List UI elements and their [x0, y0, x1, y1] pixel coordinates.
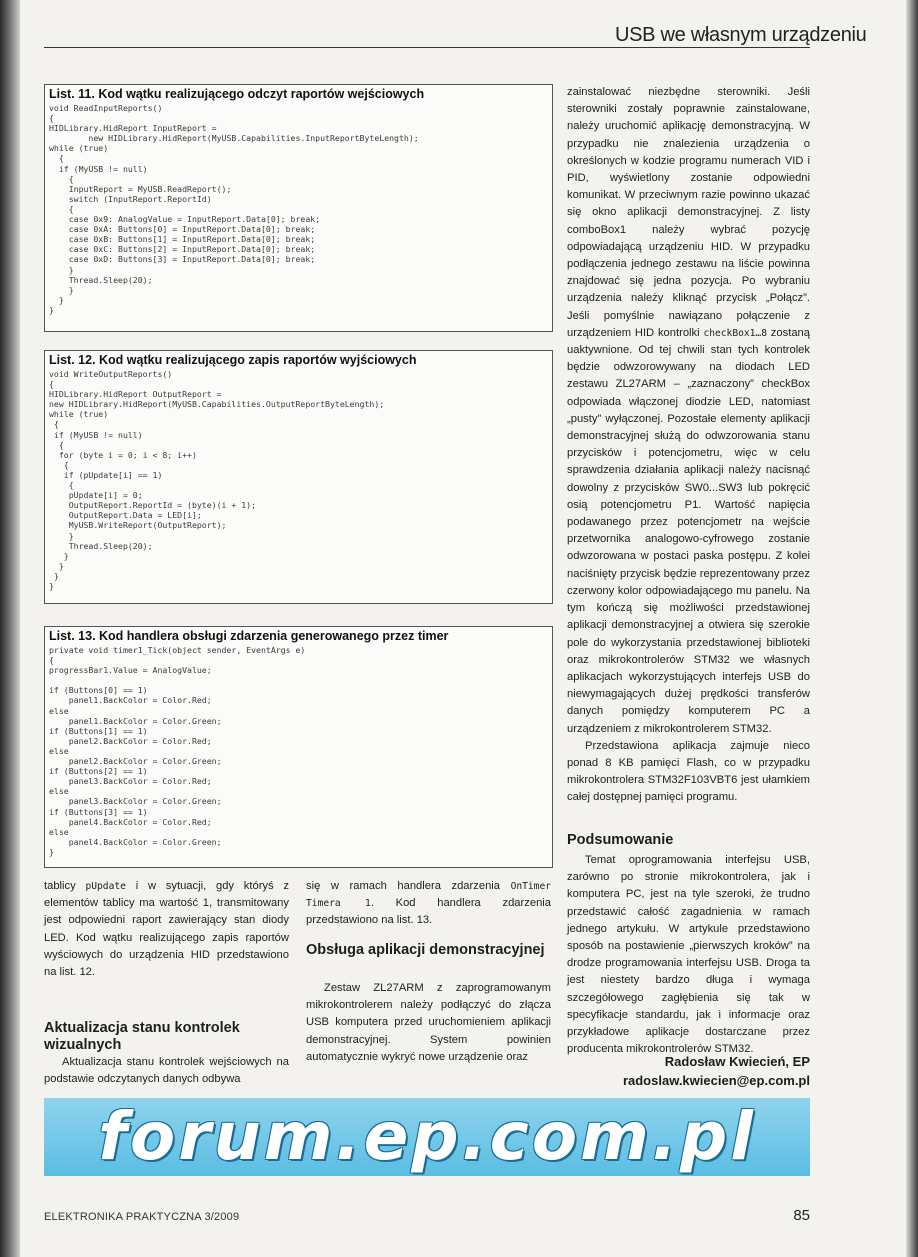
section-heading: Obsługa aplikacji demonstracyjnej — [306, 942, 545, 958]
author-email[interactable]: radoslaw.kwiecien@ep.com.pl — [622, 1073, 810, 1088]
inline-code: checkBox1…8 — [703, 327, 767, 339]
footer-magazine: ELEKTRONIKA PRAKTYCZNA 3/2009 — [44, 1211, 240, 1223]
paragraph: tablicy pUpdate i w sytuacji, gdy któryś z elementów tablicy ma wartość 1, transmitowany jest odpowiedni raport zawierający stan diody LED. Kod wątku realizującego zapis raportów wyściowych do urządzenia HID przedstawiono na list. 12. — [44, 880, 289, 979]
listing-title: List. 12. Kod wątku realizującego zapis raportów wyjściowych — [49, 353, 417, 367]
middle-column-text-2 — [306, 980, 551, 1066]
paragraph: Aktualizacja stanu kontrolek wejściowych na podstawie odczytanych danych odbywa — [44, 1056, 289, 1086]
listing-12 — [44, 350, 553, 604]
running-header: USB we własnym urządzeniu — [615, 24, 867, 46]
code-block: void WriteOutputReports() { HIDLibrary.HidReport OutputReport = new HIDLibrary.HidReport(MyUSB.Capabilities.OutputReportByteLength); while (true) { if (MyUSB != null) { for (byte i = 0; i < 8; i++) { if (pUpdate[i] == 1) { pUpdate[i] = 0; OutputReport.ReportId = (byte)(i + 1); OutputReport.Data = LED[i]; MyUSB.WriteReport(OutputReport); } Thread.Sleep(20); } } } } — [49, 369, 385, 591]
author-name: Radosław Kwiecień, EP — [664, 1054, 810, 1069]
paragraph: się w ramach handlera zdarzenia OnTimer Timera 1. Kod handlera zdarzenia przedstawiono na list. 13. — [306, 880, 551, 927]
header-divider — [44, 47, 810, 48]
paragraph: Przedstawiona aplikacja zajmuje nieco ponad 8 KB pamięci Flash, co w przypadku mikrokontrolera STM32F103VBT6 jest ułamkiem całej dostępnej pamięci programu. — [567, 739, 810, 804]
scan-shadow-right — [906, 0, 918, 1257]
paragraph: Temat oprogramowania interfejsu USB, zarówno po stronie mikrokontrolera, jak i komputera PC, jest na tyle szeroki, że trudno przedstawić całość zagadnienia w ramach jednego artykułu. W artykule przedstawiono sposób na postawienie „pierwszych kroków” na drodze programowania interfejsu USB. Droga ta jest niestety bardzo długa i wymaga szczegółowego zagłębienia się tak w specyfikacje standardu, jak i informacje oraz przykładowe aplikacje dostarczane przez producenta mikrokontrolerów STM32. — [567, 854, 810, 1056]
code-block: private void timer1_Tick(object sender, EventArgs e) { progressBar1.Value = AnalogValue; if (Buttons[0] == 1) panel1.BackColor = Color.Red; else panel1.BackColor = Color.Green; if (Buttons[1] == 1) panel2.BackColor = Color.Red; else panel2.BackColor = Color.Green; if (Buttons[2] == 1) panel3.BackColor = Color.Red; else panel3.BackColor = Color.Green; if (Buttons[3] == 1) panel4.BackColor = Color.Red; else panel4.BackColor = Color.Green; } — [49, 645, 306, 857]
right-column-text-2 — [567, 852, 810, 1058]
scan-shadow-left — [0, 0, 20, 1257]
forum-banner[interactable] — [44, 1098, 810, 1176]
listing-11 — [44, 84, 553, 332]
left-column-text — [44, 878, 289, 981]
section-heading: Aktualizacja stanu kontrolek wizualnych — [44, 1020, 240, 1053]
section-heading: Podsumowanie — [567, 832, 674, 848]
page-number: 85 — [793, 1207, 810, 1224]
inline-code: OnTimer Timera 1 — [306, 881, 551, 910]
right-column-text — [567, 84, 810, 807]
code-block: void ReadInputReports() { HIDLibrary.HidReport InputReport = new HIDLibrary.HidReport(MyUSB.Capabilities.InputReportByteLength); while (true) { if (MyUSB != null) { InputReport = MyUSB.ReadReport(); switch (InputReport.ReportId) { case 0x9: AnalogValue = InputReport.Data[0]; break; case 0xA: Buttons[0] = InputReport.Data[0]; break; case 0xB: Buttons[1] = InputReport.Data[0]; break; case 0xC: Buttons[2] = InputReport.Data[0]; break; case 0xD: Buttons[3] = InputReport.Data[0]; break; } Thread.Sleep(20); } } } — [49, 103, 419, 315]
author-signature — [565, 1052, 810, 1090]
left-column-text-2 — [44, 1054, 289, 1088]
paragraph: Zestaw ZL27ARM z zaprogramowanym mikrokontrolerem należy podłączyć do złącza USB komputera przed uruchomieniem aplikacji demonstracyjnej. System powinien automatycznie wykryć nowe urządzenie oraz — [306, 982, 551, 1063]
paragraph: zainstalować niezbędne sterowniki. Jeśli sterowniki zostały poprawnie zainstalowane, należy uruchomić aplikację demonstracyjną. W przypadku nie znalezienia urządzenia o określonych w kodzie programu numerach VID i PID, wyświetlony zostanie odpowiedni komunikat. W przeciwnym razie powinno ukazać się okno aplikacji demonstracyjnej. Z listy comboBox1 należy wybrać pozycję odpowiadającą urządzeniu HID. W przypadku podłączenia jednego zestawu na liście powinna znajdować się jedna pozycja. Po wybraniu urządzenia należy kliknąć przycisk „Połącz”. Jeśli pomyślnie nawiązano połączenie z urządzeniem HID kontrolki checkBox1…8 zostaną uaktywnione. Od tej chwili stan tych kontrolek będzie odwzorowywany na diodach LED zestawu ZL27ARM – „zaznaczony” checkBox odpowiada włączonej diodzie LED, natomiast „pusty” wyłączonej. Pozostałe elementy aplikacji demonstracyjnej służą do odwzorowania stanu przycisków i potencjometru, więc w celu sprawdzenia działania aplikacji należy nacisnąć dowolny z przycisków SW0...SW3 lub pokręcić osią potencjometru P1. Wartość napięcia podawanego przez potencjometr na wejście przetwornika analogowo-cyfrowego zostanie odwzorowana w postaci paska postępu. Z kolei naciśnięty przycisk będzie reprezentowany przez czerwony kolor odpowiadającego mu panelu. Na tym kończą się możliwości przedstawionej aplikacji demonstracyjnej a otwiera się szerokie pole do wykorzystania przedstawionej biblioteki oraz mikrokontrolerów STM32 we własnych aplikacjach wykorzystujących interfejs USB do niewymagających dużej prędkości transferów danych pomiędzy komputerem PC a urządzeniem z mikrokontrolerem STM32. — [567, 86, 810, 735]
listing-title: List. 11. Kod wątku realizującego odczyt raportów wejściowych — [49, 87, 425, 101]
banner-text: forum.ep.com.pl — [98, 1098, 756, 1175]
inline-code: pUpdate — [85, 881, 126, 892]
listing-title: List. 13. Kod handlera obsługi zdarzenia generowanego przez timer — [49, 629, 449, 643]
listing-13 — [44, 626, 553, 868]
middle-column-text — [306, 878, 551, 930]
